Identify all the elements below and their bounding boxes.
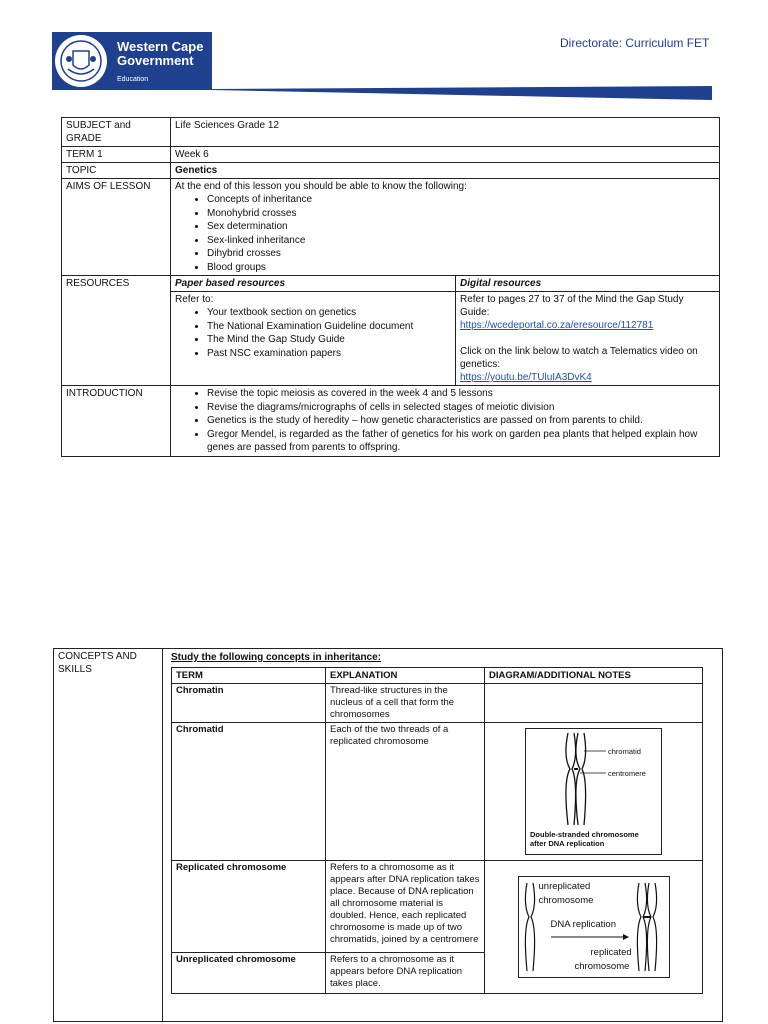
logo-subtitle: Education	[117, 75, 149, 83]
list-item: • Revise the topic meiosis as covered in the week 4 and 5 lessons	[207, 387, 715, 401]
directorate-heading: Directorate: Curriculum FET	[560, 36, 710, 50]
aims-label: AIMS OF LESSON	[62, 179, 171, 276]
subject-value: Life Sciences Grade 12	[171, 118, 720, 147]
digital-resources-heading: Digital resources	[456, 276, 720, 292]
aims-cell	[171, 179, 720, 276]
unreplicated-label-1: unreplicated	[538, 881, 591, 892]
explanation-cell: Refers to a chromosome as it appears before DNA replication takes place.	[326, 952, 485, 993]
replicated-label-2: chromosome	[574, 961, 630, 972]
video-link[interactable]: https://youtu.be/TUluIA3DvK4	[460, 372, 592, 383]
list-item: • Genetics is the study of heredity – how genetic characteristics are passed on from parents to child.	[207, 414, 715, 428]
chromatid-label: chromatid	[608, 747, 641, 756]
digital-text-1: Refer to pages 27 to 37 of the Mind the Gap Study Guide:	[460, 294, 684, 318]
col-term-header: TERM	[172, 668, 326, 684]
logo-title-line1: Western Cape	[117, 38, 204, 54]
list-item: • Dihybrid crosses	[207, 247, 715, 261]
unreplicated-label-2: chromosome	[538, 895, 594, 906]
paper-resources-heading: Paper based resources	[171, 276, 456, 292]
header-rule	[212, 86, 712, 100]
chromosome-diagram	[525, 728, 662, 855]
notes-cell	[485, 684, 703, 723]
term-label: TERM 1	[62, 147, 171, 163]
introduction-label: INTRODUCTION	[62, 386, 171, 457]
explanation-cell: Each of the two threads of a replicated chromosome	[326, 723, 485, 861]
list-item: • Sex-linked inheritance	[207, 234, 715, 248]
wcg-logo	[52, 32, 212, 90]
lesson-table	[61, 117, 720, 457]
coat-of-arms-icon	[55, 35, 107, 87]
concepts-label: CONCEPTS AND SKILLS	[54, 649, 163, 1022]
notes-cell	[485, 861, 703, 994]
term-cell: Replicated chromosome	[172, 861, 326, 953]
logo-title-line2: Government	[117, 52, 194, 68]
list-item: • Past NSC examination papers	[207, 347, 451, 361]
list-item: • Concepts of inheritance	[207, 193, 715, 207]
col-explanation-header: EXPLANATION	[326, 668, 485, 684]
list-item: • Your textbook section on genetics	[207, 306, 451, 320]
digital-text-2: Click on the link below to watch a Telematics video on genetics:	[460, 346, 698, 370]
dna-replication-label: DNA replication	[550, 919, 616, 930]
explanation-cell: Thread-like structures in the nucleus of a cell that form the chromosomes	[326, 684, 485, 723]
term-cell: Chromatin	[172, 684, 326, 723]
term-cell: Chromatid	[172, 723, 326, 861]
concepts-cell	[163, 649, 723, 1022]
aims-intro: At the end of this lesson you should be able to know the following:	[175, 181, 467, 192]
list-item: • The Mind the Gap Study Guide	[207, 333, 451, 347]
diagram-caption-1: Double-stranded chromosome	[530, 830, 639, 839]
replicated-label-1: replicated	[590, 947, 632, 958]
list-item: • Revise the diagrams/micrographs of cells in selected stages of meiotic division	[207, 401, 715, 415]
resources-label: RESOURCES	[62, 276, 171, 386]
digital-resources-cell	[456, 292, 720, 386]
list-item: • Blood groups	[207, 261, 715, 275]
concepts-heading: Study the following concepts in inheritance:	[171, 652, 382, 663]
eresource-link[interactable]: https://wcedeportal.co.za/eresource/112781	[460, 320, 654, 331]
concepts-table	[53, 648, 723, 1022]
term-value: Week 6	[171, 147, 720, 163]
col-notes-header: DIAGRAM/ADDITIONAL NOTES	[485, 668, 703, 684]
term-cell: Unreplicated chromosome	[172, 952, 326, 993]
topic-value: Genetics	[171, 163, 720, 179]
introduction-cell	[171, 386, 720, 457]
explanation-cell: Refers to a chromosome as it appears after DNA replication takes place. Because of DNA replication all chromosome material is doubled. Hence, each replicated chromosome is made up of two chromatids, joined by a centromere	[326, 861, 485, 953]
list-item: • Monohybrid crosses	[207, 207, 715, 221]
centromere-label: centromere	[608, 769, 646, 778]
subject-label: SUBJECT and GRADE	[62, 118, 171, 147]
diagram-caption-2: after DNA replication	[530, 839, 605, 848]
paper-intro: Refer to:	[175, 294, 214, 305]
notes-cell	[485, 723, 703, 861]
dna-replication-diagram	[518, 876, 670, 978]
paper-resources-cell	[171, 292, 456, 386]
concepts-inner-table	[171, 667, 703, 994]
topic-label: TOPIC	[62, 163, 171, 179]
list-item: • The National Examination Guideline document	[207, 320, 451, 334]
list-item: • Sex determination	[207, 220, 715, 234]
list-item: • Gregor Mendel, is regarded as the father of genetics for his work on garden pea plants that helped explain how genes are passed from parents to offspring.	[207, 428, 715, 455]
